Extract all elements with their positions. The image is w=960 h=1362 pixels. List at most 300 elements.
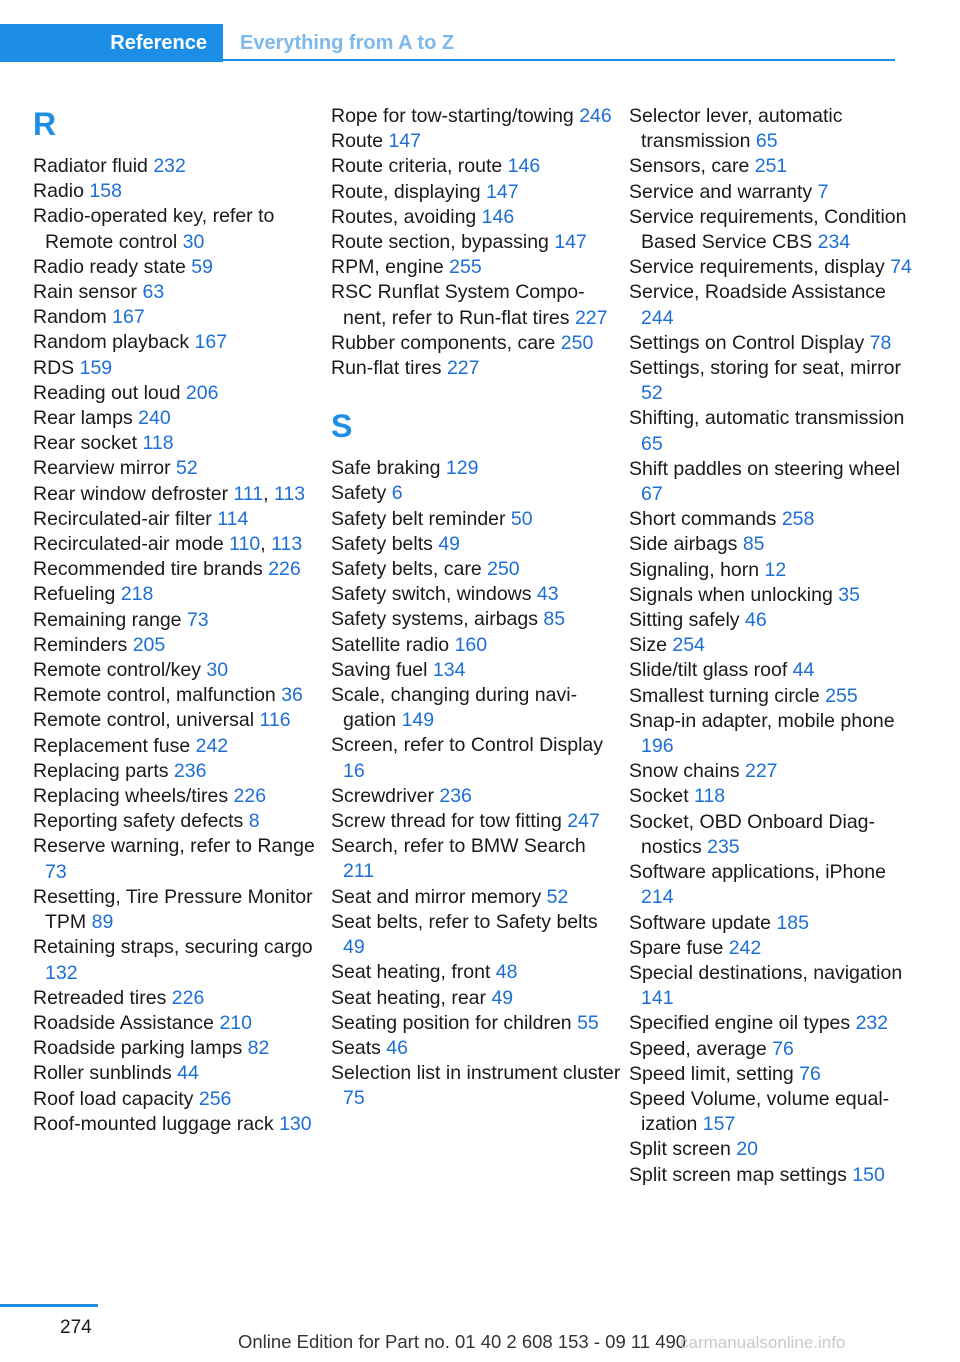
index-entry bbox=[33, 305, 323, 330]
page-link[interactable]: 258 bbox=[781, 508, 815, 531]
page-link[interactable]: 114 bbox=[217, 507, 249, 530]
page-link[interactable]: 146 bbox=[481, 205, 515, 228]
index-term: Resetting, Tire Pressure Monitor TPM bbox=[33, 885, 313, 934]
page-link[interactable]: 85 bbox=[543, 608, 566, 631]
index-entry bbox=[33, 456, 323, 481]
index-term: Socket bbox=[629, 785, 695, 808]
index-letter-heading: S bbox=[331, 408, 353, 445]
page-link[interactable]: 210 bbox=[219, 1011, 252, 1034]
index-entry bbox=[331, 809, 621, 834]
page-link[interactable]: 43 bbox=[536, 583, 559, 606]
index-term: Roof-mounted luggage rack bbox=[33, 1112, 280, 1135]
index-term: Random playback bbox=[33, 331, 195, 354]
page-link[interactable]: 75 bbox=[343, 1087, 365, 1110]
page-link[interactable]: 116 bbox=[259, 709, 291, 732]
page-link[interactable]: 46 bbox=[744, 609, 767, 632]
index-entry bbox=[629, 684, 919, 709]
index-entry bbox=[629, 709, 919, 759]
page-link[interactable]: 65 bbox=[641, 432, 663, 455]
index-term: Reserve warning, refer to Range bbox=[33, 835, 315, 858]
index-entry bbox=[331, 129, 621, 154]
index-term: Radio ready state bbox=[33, 255, 192, 278]
page-link[interactable]: 232 bbox=[855, 1012, 889, 1035]
index-term: Screwdriver bbox=[331, 784, 440, 807]
page-link[interactable]: 16 bbox=[343, 759, 365, 782]
edition-note: Online Edition for Part no. 01 40 2 608 153 - 09 11 490 bbox=[238, 1331, 687, 1352]
index-term: Rear lamps bbox=[33, 407, 139, 430]
page-link[interactable]: 130 bbox=[279, 1112, 312, 1135]
index-term: Seat heating, front bbox=[331, 961, 496, 984]
index-term: Search, refer to BMW Search bbox=[331, 835, 586, 858]
index-term: Safety switch, windows bbox=[331, 583, 537, 606]
index-term: Rope for tow-starting/towing bbox=[331, 105, 580, 127]
index-entry bbox=[629, 558, 919, 583]
page-link[interactable]: 226 bbox=[171, 986, 205, 1009]
header-rule bbox=[223, 59, 895, 61]
index-entry bbox=[331, 456, 621, 481]
index-term: Reminders bbox=[33, 633, 133, 656]
index-term: Software applications, iPhone bbox=[629, 861, 886, 884]
index-term: Software update bbox=[629, 911, 777, 934]
page-link[interactable]: 35 bbox=[838, 583, 860, 606]
page-link[interactable]: 6 bbox=[391, 482, 403, 505]
page-link[interactable]: 218 bbox=[120, 583, 154, 606]
index-term: Rain sensor bbox=[33, 281, 143, 304]
index-term: Sitting safely bbox=[629, 609, 745, 632]
index-entry bbox=[33, 557, 323, 582]
page-link[interactable]: 132 bbox=[45, 961, 78, 984]
index-term: Recommended tire brands bbox=[33, 558, 269, 581]
page-link[interactable]: 211 bbox=[343, 860, 375, 883]
index-term: Radiator fluid bbox=[33, 155, 154, 177]
index-term: Recirculated-air mode bbox=[33, 533, 230, 556]
index-entry bbox=[33, 1011, 323, 1036]
page-link[interactable]: 234 bbox=[817, 231, 851, 254]
index-term: RDS bbox=[33, 356, 80, 379]
page-link[interactable]: 50 bbox=[510, 507, 533, 530]
index-term: Saving fuel bbox=[331, 658, 433, 681]
index-entry bbox=[331, 180, 621, 205]
index-term: Remote control, universal bbox=[33, 709, 260, 732]
index-term: Speed, average bbox=[629, 1037, 773, 1060]
index-entry bbox=[33, 986, 323, 1011]
page-link[interactable]: 73 bbox=[186, 608, 209, 631]
page-link[interactable]: 110 bbox=[229, 533, 261, 556]
page-link[interactable]: 65 bbox=[755, 130, 778, 153]
page-link[interactable]: 226 bbox=[233, 785, 267, 808]
index-entry bbox=[629, 784, 919, 809]
page-link[interactable]: 254 bbox=[672, 634, 705, 657]
chapter-title: Everything from A to Z bbox=[240, 32, 455, 54]
index-entry bbox=[629, 911, 919, 936]
page-link[interactable]: 227 bbox=[446, 357, 480, 380]
page-link[interactable]: 52 bbox=[176, 457, 198, 480]
page-link[interactable]: 76 bbox=[772, 1037, 794, 1060]
index-entry bbox=[331, 960, 621, 985]
page-link[interactable]: 235 bbox=[707, 835, 740, 858]
page-link[interactable]: 111 bbox=[233, 482, 264, 505]
index-term: Service and warranty bbox=[629, 180, 818, 203]
index-term: Reporting safety defects bbox=[33, 810, 249, 833]
page-link[interactable]: 129 bbox=[445, 457, 479, 480]
index-entry bbox=[331, 507, 621, 532]
index-entry bbox=[331, 532, 621, 557]
page-link[interactable]: 167 bbox=[194, 331, 228, 354]
page-link[interactable]: 82 bbox=[247, 1037, 270, 1060]
page-link[interactable]: 250 bbox=[560, 331, 594, 354]
index-term: Reading out loud bbox=[33, 381, 186, 404]
index-entry bbox=[33, 431, 323, 456]
index-term: Screw thread for tow fitting bbox=[331, 810, 568, 833]
page-header bbox=[0, 24, 895, 62]
page-link[interactable]: 250 bbox=[487, 558, 520, 581]
index-term: Selector lever, automatic transmission bbox=[629, 105, 843, 153]
page-link[interactable]: 185 bbox=[776, 911, 809, 934]
index-term: Seating position for children bbox=[331, 1011, 578, 1034]
index-entry bbox=[629, 961, 919, 1011]
page-link[interactable]: 141 bbox=[641, 987, 674, 1010]
page-link[interactable]: 157 bbox=[702, 1113, 736, 1136]
index-entry bbox=[331, 733, 621, 783]
page-link[interactable]: 12 bbox=[764, 558, 787, 581]
index-entry bbox=[331, 230, 621, 255]
index-entry bbox=[331, 154, 621, 179]
index-term: Specified engine oil types bbox=[629, 1012, 856, 1035]
index-entry bbox=[629, 1137, 919, 1162]
index-term: Seat heating, rear bbox=[331, 986, 492, 1009]
page-link[interactable]: 89 bbox=[91, 911, 114, 934]
page-link[interactable]: 118 bbox=[694, 785, 726, 808]
page-link[interactable]: 196 bbox=[641, 735, 674, 758]
index-entry bbox=[33, 1036, 323, 1061]
index-entry bbox=[629, 255, 919, 280]
index-entry bbox=[33, 1087, 323, 1112]
index-entry bbox=[331, 658, 621, 683]
index-entry bbox=[629, 457, 919, 507]
index-entry bbox=[331, 356, 621, 381]
index-entry bbox=[33, 809, 323, 834]
index-term: Rubber components, care bbox=[331, 331, 561, 354]
index-term: Socket, OBD Onboard Diagnostics bbox=[629, 810, 876, 858]
page-link[interactable]: 149 bbox=[401, 709, 435, 732]
page-link[interactable]: 227 bbox=[574, 306, 608, 329]
index-entry bbox=[629, 759, 919, 784]
index-term: Replacement fuse bbox=[33, 734, 196, 757]
index-entry bbox=[33, 381, 323, 406]
section-tab: Reference bbox=[0, 24, 223, 62]
index-entry bbox=[331, 1011, 621, 1036]
index-term: Split screen bbox=[629, 1138, 737, 1161]
index-term: Speed limit, setting bbox=[629, 1062, 800, 1085]
page-link[interactable]: 78 bbox=[869, 331, 892, 354]
index-entry bbox=[629, 1011, 919, 1036]
index-term: Retaining straps, securing cargo bbox=[33, 936, 313, 959]
index-term: Rear socket bbox=[33, 432, 143, 455]
page-link[interactable]: 113 bbox=[274, 482, 306, 505]
index-entry bbox=[629, 104, 919, 154]
index-entry bbox=[629, 583, 919, 608]
index-term: Random bbox=[33, 306, 113, 329]
index-entry bbox=[629, 180, 919, 205]
index-term: Snap-in adapter, mobile phone bbox=[629, 709, 895, 732]
index-entry bbox=[629, 356, 919, 406]
page-link[interactable]: 134 bbox=[432, 658, 466, 681]
index-entry bbox=[331, 582, 621, 607]
index-term: Remote control, malfunction bbox=[33, 684, 282, 707]
index-column-2 bbox=[331, 104, 621, 1112]
page-link[interactable]: 76 bbox=[799, 1062, 821, 1085]
index-term: Size bbox=[629, 634, 673, 657]
page-link[interactable]: 244 bbox=[641, 306, 674, 329]
index-term: Radio-operated key, refer to Remote control bbox=[33, 205, 275, 253]
index-entry bbox=[629, 154, 919, 179]
page-link[interactable]: 256 bbox=[198, 1087, 232, 1110]
index-entry bbox=[33, 582, 323, 607]
page-link[interactable]: 236 bbox=[439, 784, 472, 807]
page-number: 274 bbox=[60, 1317, 92, 1338]
index-entry: Recirculated-air mode 110, 113 bbox=[33, 533, 303, 556]
page-link[interactable]: 232 bbox=[153, 155, 186, 177]
index-entry bbox=[331, 986, 621, 1011]
index-term: Rear window defroster bbox=[33, 482, 234, 505]
index-entry bbox=[33, 154, 323, 179]
index-term: Selection list in instrument cluster bbox=[331, 1062, 621, 1085]
page-link[interactable]: 48 bbox=[495, 961, 518, 984]
index-term: Smallest turning circle bbox=[629, 684, 826, 707]
index-term: Safety bbox=[331, 482, 392, 505]
index-term: Radio bbox=[33, 180, 90, 203]
index-term: Safety belt reminder bbox=[331, 507, 511, 530]
page-link[interactable]: 49 bbox=[438, 532, 461, 555]
index-letter-heading: R bbox=[33, 106, 57, 142]
index-entry bbox=[33, 784, 323, 809]
index-entry bbox=[629, 406, 919, 456]
page-link[interactable]: 146 bbox=[507, 155, 541, 178]
index-term: Signaling, horn bbox=[629, 558, 765, 581]
page-link[interactable]: 49 bbox=[343, 936, 365, 959]
index-entry bbox=[331, 784, 621, 809]
index-term: Split screen map settings bbox=[629, 1163, 853, 1186]
index-term: Routes, avoiding bbox=[331, 205, 482, 228]
index-term: Roadside parking lamps bbox=[33, 1037, 248, 1060]
index-term: Recirculated-air filter bbox=[33, 507, 218, 530]
index-entry bbox=[33, 204, 323, 254]
index-entry bbox=[331, 331, 621, 356]
page-link[interactable]: 251 bbox=[754, 155, 788, 178]
index-entry: Rear window defroster 111, 113 bbox=[33, 482, 306, 505]
page-link[interactable]: 113 bbox=[271, 533, 303, 556]
index-entry bbox=[629, 658, 919, 683]
page-link[interactable]: 36 bbox=[281, 684, 303, 707]
index-entry bbox=[629, 205, 919, 255]
watermark: carmanualsonline.info bbox=[680, 1333, 846, 1352]
index-entry bbox=[331, 104, 621, 129]
page-link[interactable]: 147 bbox=[486, 180, 519, 203]
index-term: Safe braking bbox=[331, 457, 446, 480]
index-entry bbox=[331, 557, 621, 582]
index-entry bbox=[331, 205, 621, 230]
index-entry bbox=[331, 683, 621, 733]
index-entry bbox=[629, 860, 919, 910]
page-link[interactable]: 246 bbox=[579, 105, 612, 127]
index-term: Scale, changing during navigation bbox=[331, 684, 578, 732]
page-link[interactable]: 20 bbox=[736, 1138, 759, 1161]
page-link[interactable]: 63 bbox=[142, 281, 165, 304]
index-entry bbox=[629, 1037, 919, 1062]
index-entry bbox=[33, 734, 323, 759]
index-entry bbox=[33, 1112, 323, 1137]
index-entry bbox=[629, 608, 919, 633]
index-term: Satellite radio bbox=[331, 633, 455, 656]
index-term: Replacing wheels/tires bbox=[33, 785, 234, 808]
index-term: Side airbags bbox=[629, 533, 743, 556]
index-term: Retreaded tires bbox=[33, 986, 172, 1009]
page-link[interactable]: 74 bbox=[890, 256, 912, 279]
index-term: Slide/tilt glass roof bbox=[629, 659, 793, 682]
index-entry bbox=[331, 1036, 621, 1061]
index-term: Snow chains bbox=[629, 760, 745, 783]
index-term: RPM, engine bbox=[331, 256, 450, 279]
index-term: Settings on Control Display bbox=[629, 331, 870, 354]
index-term: Route section, bypassing bbox=[331, 231, 555, 254]
index-column-1 bbox=[33, 104, 323, 1137]
page-link[interactable]: 118 bbox=[142, 432, 174, 455]
index-term: Sensors, care bbox=[629, 155, 755, 178]
page-link[interactable]: 236 bbox=[173, 759, 207, 782]
index-entry bbox=[33, 683, 323, 708]
page-link[interactable]: 44 bbox=[792, 659, 815, 682]
index-term: Spare fuse bbox=[629, 936, 729, 959]
index-entry bbox=[331, 1061, 621, 1111]
index-entry bbox=[331, 885, 621, 910]
index-term: Route bbox=[331, 130, 389, 153]
index-term: Safety belts, care bbox=[331, 558, 488, 581]
page-link[interactable]: 8 bbox=[248, 810, 260, 833]
index-term: Seats bbox=[331, 1036, 387, 1059]
page-link[interactable]: 44 bbox=[177, 1062, 199, 1085]
page-link[interactable]: 242 bbox=[728, 936, 762, 959]
page-link[interactable]: 52 bbox=[641, 382, 663, 405]
index-entry bbox=[331, 280, 621, 330]
index-entry bbox=[629, 1062, 919, 1087]
index-entry bbox=[629, 633, 919, 658]
index-entry bbox=[33, 633, 323, 658]
index-term: Route criteria, route bbox=[331, 155, 508, 178]
index-entry bbox=[33, 406, 323, 431]
index-term: Speed Volume, volume equalization bbox=[629, 1087, 890, 1136]
index-term: Run-flat tires bbox=[331, 357, 447, 380]
index-term: Remaining range bbox=[33, 608, 187, 631]
index-term: Service requirements, display bbox=[629, 256, 891, 279]
page-link[interactable]: 67 bbox=[641, 483, 663, 506]
index-term: Remote control/key bbox=[33, 659, 207, 682]
page-link[interactable]: 30 bbox=[182, 230, 205, 253]
page-link[interactable]: 52 bbox=[546, 885, 569, 908]
index-entry bbox=[33, 179, 323, 204]
page-link[interactable]: 7 bbox=[817, 180, 829, 203]
index-term: Safety systems, airbags bbox=[331, 608, 544, 631]
page-link[interactable]: 158 bbox=[89, 180, 122, 203]
page-link[interactable]: 247 bbox=[567, 810, 600, 833]
page-link[interactable]: 206 bbox=[185, 381, 219, 404]
index-entry bbox=[331, 910, 621, 960]
page-link[interactable]: 214 bbox=[641, 886, 674, 909]
page-link[interactable]: 46 bbox=[386, 1036, 408, 1059]
page-link[interactable]: 159 bbox=[79, 356, 113, 379]
index-term: Service requirements, Condition Based Service CBS bbox=[629, 205, 907, 254]
index-entry bbox=[33, 759, 323, 784]
index-entry bbox=[33, 330, 323, 355]
index-term: Short commands bbox=[629, 508, 782, 531]
index-entry bbox=[33, 935, 323, 985]
index-entry bbox=[331, 834, 621, 884]
index-term: Roof load capacity bbox=[33, 1087, 199, 1110]
page-link[interactable]: 30 bbox=[206, 659, 229, 682]
index-entry bbox=[331, 255, 621, 280]
page-link[interactable]: 205 bbox=[132, 633, 166, 656]
index-entry bbox=[33, 507, 323, 532]
index-entry bbox=[629, 331, 919, 356]
page-link[interactable]: 73 bbox=[45, 860, 67, 883]
index-term: Refueling bbox=[33, 583, 121, 606]
index-entry bbox=[33, 280, 323, 305]
page-link[interactable]: 59 bbox=[191, 255, 213, 278]
index-entry bbox=[331, 607, 621, 632]
page-link[interactable]: 55 bbox=[577, 1011, 599, 1034]
page-link[interactable]: 167 bbox=[112, 306, 145, 329]
index-entry bbox=[33, 255, 323, 280]
page-link[interactable]: 255 bbox=[825, 684, 858, 707]
index-entry bbox=[629, 810, 919, 860]
page-link[interactable]: 227 bbox=[744, 760, 778, 783]
index-term: Shifting, automatic transmission bbox=[629, 407, 905, 430]
index-entry bbox=[629, 936, 919, 961]
page-link[interactable]: 255 bbox=[449, 256, 482, 279]
index-entry bbox=[629, 1163, 919, 1188]
index-entry bbox=[33, 658, 323, 683]
index-entry bbox=[33, 708, 323, 733]
index-entry bbox=[331, 481, 621, 506]
index-term: Signals when unlocking bbox=[629, 583, 839, 606]
page-link[interactable]: 147 bbox=[388, 130, 421, 153]
page-link[interactable]: 242 bbox=[195, 734, 229, 757]
page-link[interactable]: 49 bbox=[491, 986, 514, 1009]
index-entry bbox=[33, 356, 323, 381]
page-link[interactable]: 160 bbox=[454, 633, 488, 656]
index-term: Seat and mirror memory bbox=[331, 885, 547, 908]
index-term: Screen, refer to Control Display bbox=[331, 734, 604, 757]
index-entry bbox=[33, 608, 323, 633]
index-entry bbox=[331, 633, 621, 658]
index-term: Safety belts bbox=[331, 532, 439, 555]
page-link[interactable]: 150 bbox=[852, 1163, 885, 1186]
index-entry bbox=[629, 507, 919, 532]
section-spacer bbox=[331, 381, 621, 406]
footer-rule bbox=[0, 1304, 98, 1307]
page-link[interactable]: 85 bbox=[742, 533, 765, 556]
page-link[interactable]: 226 bbox=[268, 558, 301, 581]
index-column-3 bbox=[629, 104, 919, 1188]
index-term: Shift paddles on steering wheel bbox=[629, 457, 901, 480]
index-term: Replacing parts bbox=[33, 759, 174, 782]
page-link[interactable]: 147 bbox=[554, 231, 587, 254]
index-term: Special destinations, navigation bbox=[629, 961, 903, 984]
index-term: Seat belts, refer to Safety belts bbox=[331, 910, 598, 933]
index-term: RSC Runflat System Component, refer to Run-flat tires bbox=[331, 281, 585, 329]
index-term: Roadside Assistance bbox=[33, 1011, 220, 1034]
index-entry bbox=[629, 280, 919, 330]
page-link[interactable]: 240 bbox=[138, 407, 171, 430]
